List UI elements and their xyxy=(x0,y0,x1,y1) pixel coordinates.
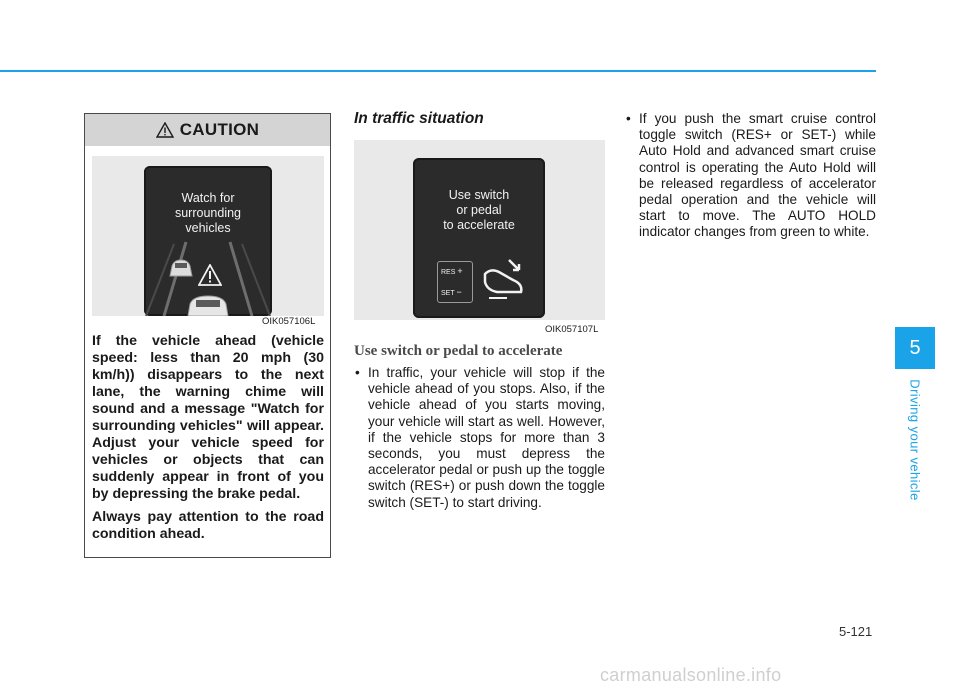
bullet-item: • If you push the smart cruise control toggle switch (RES+ or SET-) while Auto Hold and advanced smart cruise control is operating the Auto Hold will be released regardless of accelerator pedal operation and the vehicle will start to move. The AUTO HOLD indicator changes from green to white. xyxy=(625,111,876,241)
car-ahead-icon xyxy=(166,256,196,278)
plus-icon: + xyxy=(457,266,463,276)
subheading: Use switch or pedal to accelerate xyxy=(354,343,563,359)
minus-icon: − xyxy=(456,287,462,297)
chapter-number: 5 xyxy=(909,336,921,359)
caution-figure xyxy=(92,156,324,316)
caution-box xyxy=(84,113,331,558)
toggle-switch-graphic xyxy=(437,261,473,303)
cluster-display xyxy=(144,166,272,316)
display-figure xyxy=(354,140,605,320)
warning-triangle-icon xyxy=(156,122,174,138)
caution-paragraph: If the vehicle ahead (vehicle speed: less than 20 mph (30 km/h)) disappears to the next lane, the warning chime will sound and a message "Watch for surrounding vehicles" will appear. Adjust your vehicle speed for vehicles or objects that can suddenly appear in front of you by depressing the brake pedal. xyxy=(92,333,324,502)
own-car-icon xyxy=(184,294,232,316)
watermark: carmanualsonline.info xyxy=(600,665,782,685)
set-label: SET xyxy=(441,290,455,297)
bullet-item: • In traffic, your vehicle will stop if the vehicle ahead of you stops. Also, if the vehicle ahead of you starts moving, your vehicle will start as well. However, if the vehicle stops for more than 3 seconds, you must depress the accelerator pedal or push up the toggle switch (RES+) or push down the toggle switch (SET-) to start driving. xyxy=(354,365,605,511)
page-number: 5-121 xyxy=(839,624,873,639)
caution-paragraph: Always pay attention to the road condition ahead. xyxy=(92,509,324,542)
cluster-display xyxy=(413,158,545,318)
caution-header xyxy=(85,114,330,146)
res-label: RES xyxy=(441,269,456,276)
section-title: In traffic situation xyxy=(354,110,484,127)
caution-body xyxy=(92,333,324,549)
display-message: Use switch or pedal to accelerate xyxy=(443,188,515,232)
chapter-tab xyxy=(895,327,935,369)
figure-code: OIK057107L xyxy=(545,324,599,335)
warning-triangle-icon xyxy=(198,264,222,286)
display-message: Watch for surrounding vehicles xyxy=(174,191,241,235)
accelerator-pedal-icon xyxy=(479,256,529,300)
caution-title: CAUTION xyxy=(179,120,260,139)
chapter-label: Driving your vehicle xyxy=(907,379,923,501)
top-rule xyxy=(0,70,876,72)
figure-code: OIK057106L xyxy=(262,316,316,327)
